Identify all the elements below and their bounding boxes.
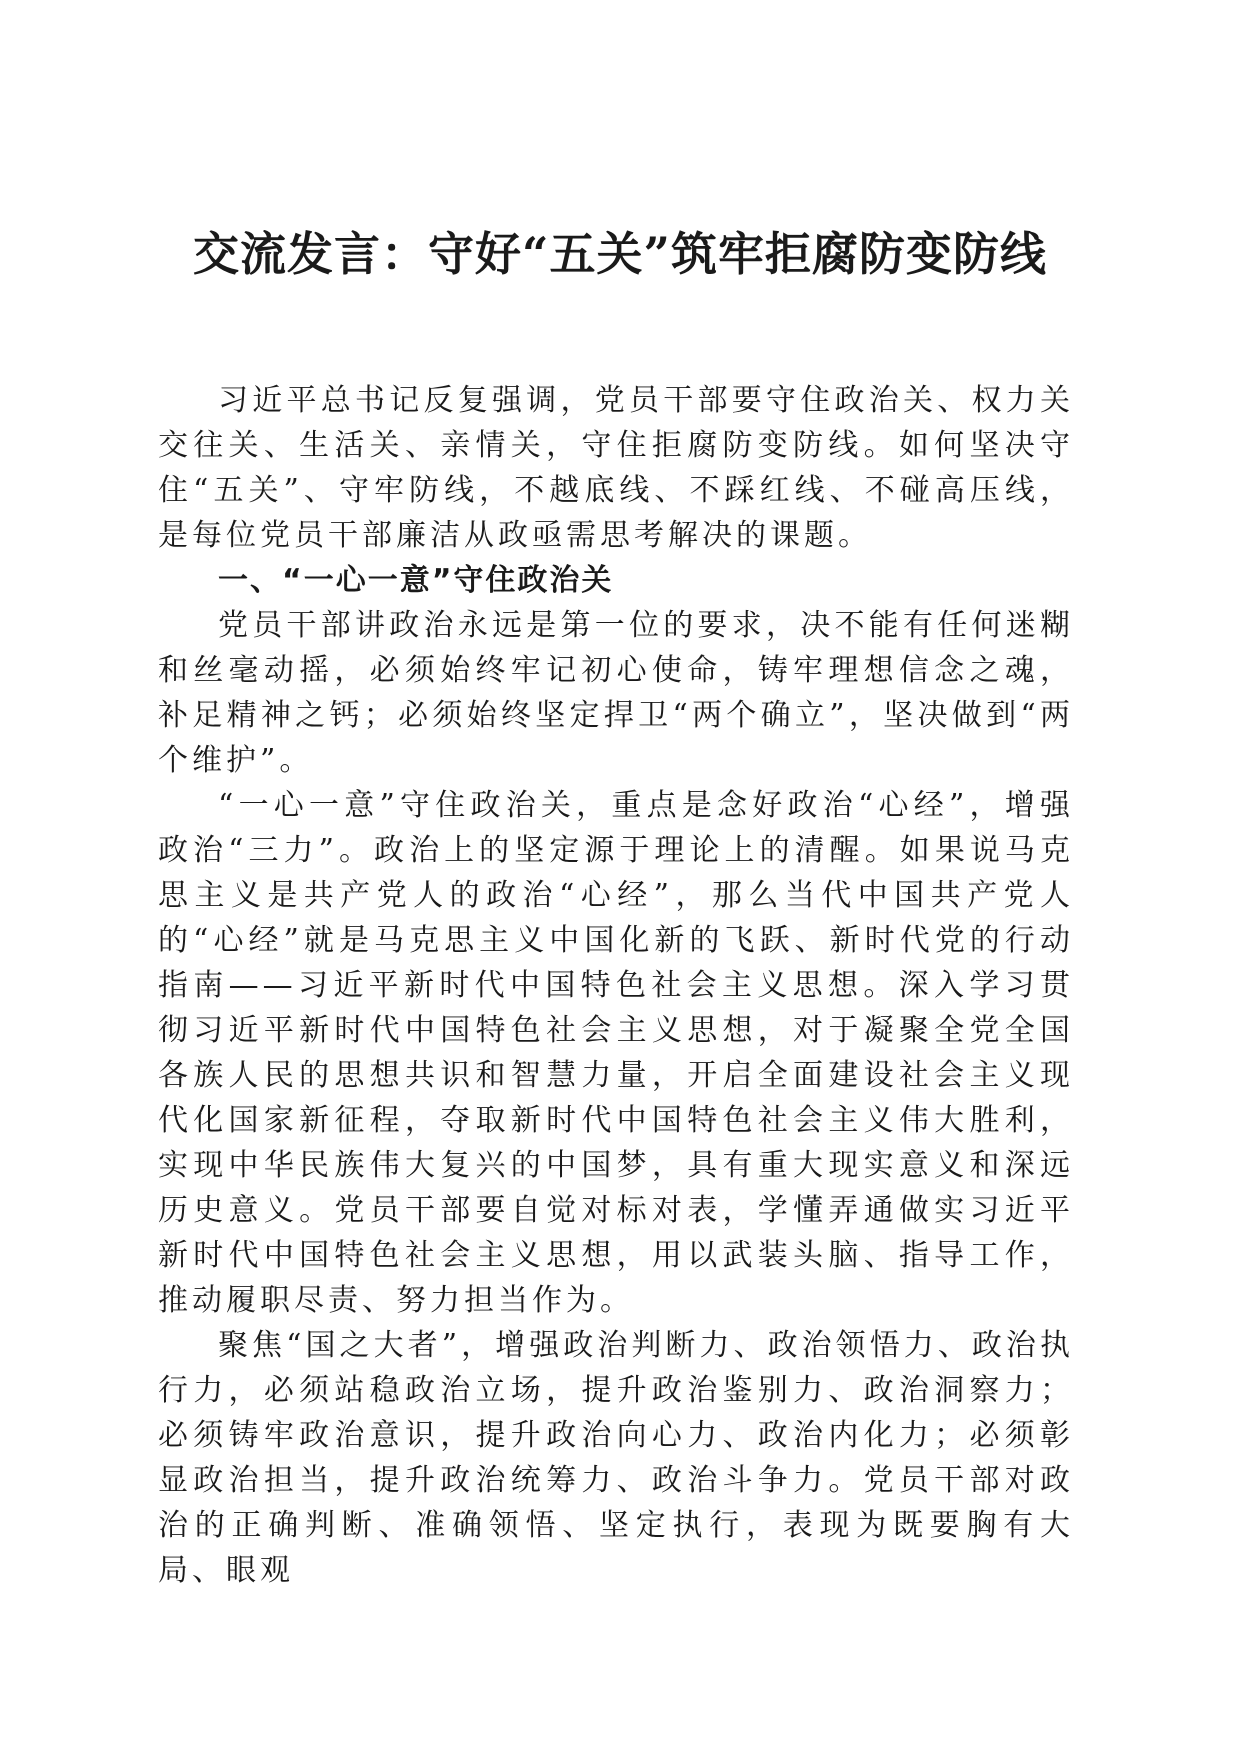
section-heading: 一、“一心一意”守住政治关	[218, 563, 614, 598]
document-title: 交流发言：守好“五关”筑牢拒腐防变防线	[193, 227, 1047, 281]
intro-paragraph: 习近平总书记反复强调，党员干部要守住政治关、权力关交往关、生活关、亲情关，守住拒腐防变防线。如何坚决守住“五关”、守牢防线，不越底线、不踩红线、不碰高压线，是每位党员干部廉洁从政亟需思考解决的课题。	[158, 383, 1074, 553]
document-body	[158, 378, 1074, 1593]
body-paragraph: “一心一意”守住政治关，重点是念好政治“心经”，增强政治“三力”。政治上的坚定源于理论上的清醒。如果说马克思主义是共产党人的政治“心经”，那么当代中国共产党人的“心经”就是马克思主义中国化新的飞跃、新时代党的行动指南——习近平新时代中国特色社会主义思想。深入学习贯彻习近平新时代中国特色社会主义思想，对于凝聚全党全国各族人民的思想共识和智慧力量，开启全面建设社会主义现代化国家新征程，夺取新时代中国特色社会主义伟大胜利，实现中华民族伟大复兴的中国梦，具有重大现实意义和深远历史意义。党员干部要自觉对标对表，学懂弄通做实习近平新时代中国特色社会主义思想，用以武装头脑、指导工作，推动履职尽责、努力担当作为。	[158, 788, 1074, 1318]
body-paragraph: 聚焦“国之大者”，增强政治判断力、政治领悟力、政治执行力，必须站稳政治立场，提升政治鉴别力、政治洞察力；必须铸牢政治意识，提升政治向心力、政治内化力；必须彰显政治担当，提升政治统筹力、政治斗争力。党员干部对政治的正确判断、准确领悟、坚定执行，表现为既要胸有大局、眼观	[158, 1328, 1074, 1588]
body-paragraph: 党员干部讲政治永远是第一位的要求，决不能有任何迷糊和丝毫动摇，必须始终牢记初心使命，铸牢理想信念之魂，补足精神之钙；必须始终坚定捍卫“两个确立”，坚决做到“两个维护”。	[158, 608, 1074, 778]
